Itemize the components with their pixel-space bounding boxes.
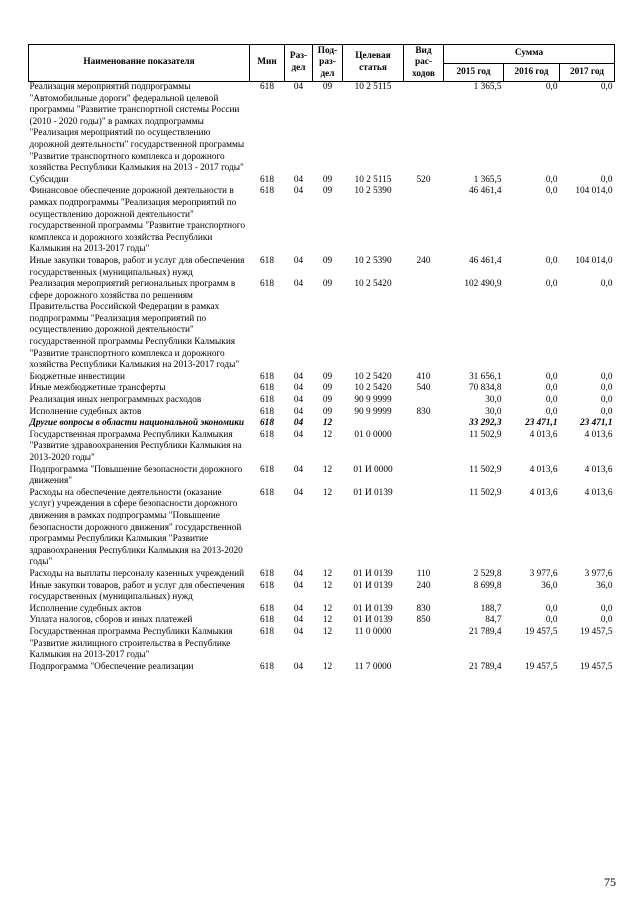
cell-sum-2015: 102 490,9: [464, 279, 502, 290]
cell-sum-2015: 70 834,8: [468, 383, 502, 394]
cell-name: Иные закупки товаров, работ и услуг для обеспечения государственных (муниципальных) нужд: [29, 255, 245, 278]
cell-sum-2015: 84,7: [485, 615, 502, 626]
cell-sum-2017: 104 014,0: [575, 186, 613, 197]
cell-sum-2016: 19 457,5: [524, 661, 558, 672]
cell-sum-2015: 1 365,5: [473, 82, 502, 92]
cell-podrazdel: 09: [322, 279, 333, 290]
cell-podrazdel: 12: [322, 429, 333, 440]
cell-podrazdel: 12: [322, 603, 333, 614]
header-sum: Сумма: [444, 45, 615, 64]
cell-target-article: 10 2 5390: [354, 186, 392, 197]
cell-razdel: 04: [293, 464, 304, 475]
cell-name: Подпрограмма "Обеспечение реализации: [29, 661, 194, 672]
table-header: [29, 45, 615, 82]
cell-min: 618: [260, 615, 274, 626]
cell-name: Другие вопросы в области национальной экономики: [29, 418, 245, 429]
cell-razdel: 04: [293, 186, 304, 197]
cell-sum-2016: 4 013,6: [529, 429, 558, 440]
cell-name: Реализация иных непрограммных расходов: [29, 395, 202, 406]
table-row: [29, 383, 615, 395]
cell-razdel: 04: [293, 406, 304, 417]
cell-sum-2016: 19 457,5: [524, 626, 558, 637]
cell-razdel: 04: [293, 626, 304, 637]
cell-min: 618: [260, 406, 274, 417]
header-razdel: Раз- дел: [285, 45, 313, 82]
cell-target-article: 01 И 0000: [353, 464, 393, 475]
cell-sum-2016: 0,0: [545, 186, 558, 197]
cell-min: 618: [260, 603, 274, 614]
cell-target-article: 01 И 0139: [353, 603, 393, 614]
cell-min: 618: [260, 429, 274, 440]
cell-target-article: 01 0 0000: [354, 429, 392, 440]
cell-sum-2016: 0,0: [545, 279, 558, 290]
cell-expense-type: [404, 82, 444, 175]
cell-podrazdel: 09: [322, 255, 333, 266]
cell-sum-2017: 0,0: [600, 406, 613, 417]
cell-sum-2017: 3 977,6: [584, 568, 613, 579]
cell-name: Иные закупки товаров, работ и услуг для обеспечения государственных (муниципальных) нужд: [29, 580, 245, 603]
cell-expense-type: 110: [416, 568, 431, 579]
cell-sum-2017: 104 014,0: [575, 255, 613, 266]
cell-min: 618: [260, 174, 274, 185]
cell-min: 618: [260, 661, 274, 672]
cell-min: 618: [260, 395, 274, 406]
cell-sum-2015: 33 292,3: [468, 418, 502, 429]
cell-target-article: 01 И 0139: [353, 615, 393, 626]
cell-sum-2015: 8 699,8: [473, 580, 502, 591]
cell-razdel: 04: [293, 279, 304, 290]
cell-razdel: 04: [293, 82, 304, 92]
cell-razdel: 04: [293, 429, 304, 440]
cell-name: Расходы на обеспечение деятельности (оказание услуг) учреждения в сфере безопасности дорожного движения в рамках подпрограммы "Повышение безопасности дорожного движения" государственной программы Республики Калмыкия "Развитие здравоохранения Республики Калмыкия на 2013-2020 годы": [29, 487, 243, 568]
cell-expense-type: [404, 186, 444, 256]
cell-expense-type: 240: [416, 580, 431, 591]
cell-sum-2015: 30,0: [485, 406, 502, 417]
table-row: [29, 662, 615, 674]
cell-sum-2015: 1 365,5: [473, 174, 502, 185]
cell-razdel: 04: [293, 568, 304, 579]
budget-table-sheet: [28, 44, 614, 673]
cell-sum-2017: 0,0: [600, 615, 613, 626]
cell-min: 618: [260, 255, 274, 266]
header-expense-type: Вид рас- ходов: [404, 45, 444, 82]
cell-min: 618: [260, 279, 274, 290]
cell-expense-type: 830: [416, 603, 431, 614]
cell-name: Подпрограмма "Повышение безопасности дорожного движения": [29, 464, 243, 487]
cell-sum-2016: 0,0: [545, 82, 558, 92]
cell-expense-type: [404, 662, 444, 674]
cell-name: Финансовое обеспечение дорожной деятельности в рамках подпрограммы "Реализация мероприятий по осуществлению дорожной деятельности" государственной программы "Развитие транспортного комплекса и дорожного хозяйства Республики Калмыкия на 2013-2017 годы": [29, 186, 246, 255]
cell-sum-2015: 31 656,1: [468, 371, 502, 382]
cell-sum-2016: 0,0: [545, 406, 558, 417]
cell-podrazdel: 12: [322, 580, 333, 591]
cell-podrazdel: 09: [322, 371, 333, 382]
cell-target-article: 11 0 0000: [354, 626, 392, 637]
cell-podrazdel: 12: [322, 626, 333, 637]
cell-target-article: 90 9 9999: [354, 395, 392, 406]
cell-sum-2016: 0,0: [545, 603, 558, 614]
cell-target-article: [343, 418, 404, 430]
cell-sum-2017: 23 471,1: [579, 418, 613, 429]
table-row: [29, 615, 615, 627]
header-2017: 2017 год: [560, 64, 615, 82]
cell-sum-2016: 0,0: [545, 615, 558, 626]
cell-target-article: 10 2 5420: [354, 383, 392, 394]
table-row: [29, 581, 615, 604]
cell-sum-2016: 0,0: [545, 371, 558, 382]
cell-min: 618: [260, 186, 274, 197]
header-podrazdel: Под- раз- дел: [313, 45, 343, 82]
cell-sum-2016: 0,0: [545, 174, 558, 185]
cell-sum-2017: 0,0: [600, 603, 613, 614]
cell-name: Государственная программа Республики Калмыкия "Развитие жилищного строительства в Республике Калмыкия на 2013-2017 годы": [29, 626, 233, 661]
table-row: [29, 186, 615, 256]
cell-podrazdel: 12: [322, 615, 333, 626]
cell-sum-2015: 46 461,4: [468, 255, 502, 266]
cell-podrazdel: 09: [322, 186, 333, 197]
cell-sum-2017: 4 013,6: [584, 429, 613, 440]
cell-podrazdel: 12: [322, 487, 333, 498]
cell-razdel: 04: [293, 371, 304, 382]
cell-name: Государственная программа Республики Калмыкия "Развитие здравоохранения Республики Калмыкия на 2013-2020 годы": [29, 429, 242, 463]
cell-podrazdel: 12: [322, 464, 333, 475]
cell-name: Исполнение судебных актов: [29, 406, 142, 417]
cell-expense-type: 830: [416, 406, 431, 417]
cell-min: 618: [260, 371, 274, 382]
cell-sum-2017: 4 013,6: [584, 464, 613, 475]
table-row: [29, 256, 615, 279]
cell-name: Расходы на выплаты персоналу казенных учреждений: [29, 568, 245, 579]
cell-podrazdel: 09: [322, 383, 333, 394]
cell-min: 618: [260, 82, 274, 92]
cell-name: Бюджетные инвестиции: [29, 371, 125, 382]
cell-sum-2015: 21 789,4: [468, 661, 502, 672]
cell-sum-2017: 0,0: [600, 82, 613, 92]
cell-target-article: 01 И 0139: [353, 580, 393, 591]
cell-sum-2016: 3 977,6: [529, 568, 558, 579]
table-row: [29, 279, 615, 372]
cell-sum-2016: 23 471,1: [524, 418, 558, 429]
cell-name: Исполнение судебных актов: [29, 603, 142, 614]
table-row: [29, 82, 615, 175]
cell-sum-2015: 11 502,9: [469, 464, 502, 475]
table-row: [29, 465, 615, 488]
cell-expense-type: [404, 418, 444, 430]
cell-sum-2017: 0,0: [600, 174, 613, 185]
cell-target-article: 10 2 5420: [354, 279, 392, 290]
cell-target-article: 11 7 0000: [354, 661, 392, 672]
cell-expense-type: [404, 488, 444, 569]
cell-sum-2017: 0,0: [600, 371, 613, 382]
cell-target-article: 01 И 0139: [353, 487, 393, 498]
cell-expense-type: 240: [416, 255, 431, 266]
cell-name: Иные межбюджетные трансферты: [29, 383, 166, 394]
cell-expense-type: [404, 465, 444, 488]
table-row: [29, 488, 615, 569]
cell-sum-2015: 46 461,4: [468, 186, 502, 197]
cell-razdel: 04: [293, 383, 304, 394]
cell-target-article: 10 2 5115: [354, 174, 392, 185]
table-row: [29, 175, 615, 187]
cell-target-article: 10 2 5115: [354, 82, 392, 92]
cell-target-article: 10 2 5420: [354, 371, 392, 382]
table-row: [29, 604, 615, 616]
cell-expense-type: 410: [416, 371, 431, 382]
cell-min: 618: [260, 383, 274, 394]
cell-expense-type: [404, 430, 444, 465]
cell-target-article: 01 И 0139: [353, 568, 393, 579]
table-row: [29, 569, 615, 581]
cell-razdel: 04: [293, 255, 304, 266]
table-row: [29, 627, 615, 662]
cell-razdel: 04: [293, 418, 304, 429]
cell-sum-2017: 19 457,5: [579, 661, 613, 672]
cell-expense-type: [404, 279, 444, 372]
header-2015: 2015 год: [444, 64, 504, 82]
table-row: [29, 372, 615, 384]
cell-expense-type: [404, 627, 444, 662]
cell-name: Уплата налогов, сборов и иных платежей: [29, 615, 193, 626]
cell-podrazdel: 12: [322, 568, 333, 579]
cell-target-article: 90 9 9999: [354, 406, 392, 417]
cell-razdel: 04: [293, 487, 304, 498]
table-row: [29, 407, 615, 419]
cell-expense-type: 520: [416, 174, 431, 185]
cell-podrazdel: 09: [322, 395, 333, 406]
cell-name: Реализация мероприятий подпрограммы "Автомобильные дороги" федеральной целевой программы "Развитие транспортной системы России (2010 - 2020 годы)" в рамках подпрограммы "Реализация мероприятий по осуществлению дорожной деятельности" государственной программы "Развитие транспортного комплекса и дорожного хозяйства Республики Калмыкия на 2013 - 2017 годы": [29, 82, 245, 174]
cell-min: 618: [260, 626, 274, 637]
cell-sum-2017: 0,0: [600, 279, 613, 290]
cell-sum-2015: 188,7: [480, 603, 502, 614]
cell-sum-2015: 11 502,9: [469, 429, 502, 440]
cell-sum-2017: 19 457,5: [579, 626, 613, 637]
cell-podrazdel: 12: [322, 418, 333, 429]
header-name: Наименование показателя: [29, 45, 250, 82]
cell-razdel: 04: [293, 580, 304, 591]
cell-podrazdel: 09: [322, 406, 333, 417]
cell-sum-2015: 30,0: [485, 395, 502, 406]
table-body: [29, 82, 615, 674]
cell-sum-2017: 36,0: [596, 580, 613, 591]
cell-target-article: 10 2 5390: [354, 255, 392, 266]
cell-expense-type: [404, 395, 444, 407]
cell-sum-2015: 2 529,8: [473, 568, 502, 579]
cell-sum-2015: 21 789,4: [468, 626, 502, 637]
cell-razdel: 04: [293, 661, 304, 672]
table-row: [29, 395, 615, 407]
header-2016: 2016 год: [504, 64, 560, 82]
cell-razdel: 04: [293, 395, 304, 406]
cell-podrazdel: 09: [322, 82, 333, 92]
table-row: [29, 418, 615, 430]
cell-sum-2016: 0,0: [545, 255, 558, 266]
cell-sum-2015: 11 502,9: [469, 487, 502, 498]
cell-min: 618: [260, 487, 274, 498]
cell-sum-2016: 36,0: [541, 580, 558, 591]
cell-sum-2016: 4 013,6: [529, 487, 558, 498]
header-target-article: Целевая статья: [343, 45, 404, 82]
cell-razdel: 04: [293, 603, 304, 614]
cell-podrazdel: 12: [322, 661, 333, 672]
cell-sum-2017: 4 013,6: [584, 487, 613, 498]
cell-name: Субсидии: [29, 174, 69, 185]
cell-sum-2016: 0,0: [545, 395, 558, 406]
cell-sum-2016: 0,0: [545, 383, 558, 394]
cell-sum-2016: 4 013,6: [529, 464, 558, 475]
cell-expense-type: 540: [416, 383, 431, 394]
cell-expense-type: 850: [416, 615, 431, 626]
cell-min: 618: [260, 568, 274, 579]
cell-razdel: 04: [293, 615, 304, 626]
cell-razdel: 04: [293, 174, 304, 185]
header-min: Мин: [250, 45, 285, 82]
cell-sum-2017: 0,0: [600, 395, 613, 406]
cell-name: Реализация мероприятий региональных программ в сфере дорожного хозяйства по решениям Правительства Российской Федерации в рамках подпрограммы "Реализация мероприятий по осуществлению дорожной деятельности" государственной программы Республики Калмыкия "Развитие транспортного комплекса и дорожного хозяйства Республики Калмыкия на 2013-2017 годы": [29, 279, 240, 371]
cell-min: 618: [260, 418, 274, 429]
page-number: 75: [604, 875, 616, 889]
budget-table: [28, 44, 615, 673]
cell-min: 618: [260, 580, 274, 591]
table-row: [29, 430, 615, 465]
cell-min: 618: [260, 464, 274, 475]
cell-podrazdel: 09: [322, 174, 333, 185]
cell-sum-2017: 0,0: [600, 383, 613, 394]
